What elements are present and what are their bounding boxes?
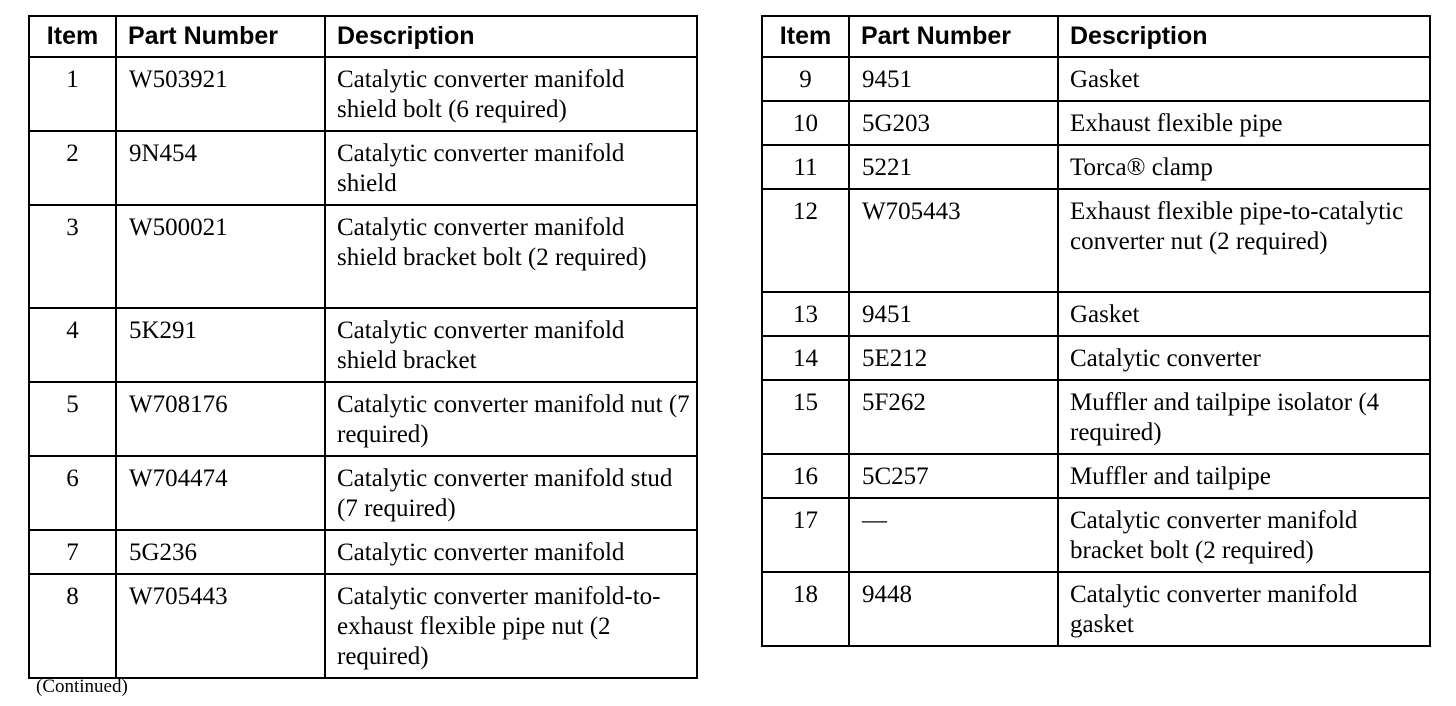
- cell-description: Gasket: [1058, 57, 1430, 101]
- cell-description: Catalytic converter manifold bracket bolt (2 required): [1058, 498, 1430, 572]
- cell-description: Catalytic converter manifold shield bracket bolt (2 required): [325, 205, 697, 308]
- cell-item: 14: [762, 336, 849, 380]
- cell-part-number: 5E212: [849, 336, 1058, 380]
- table-row: [762, 336, 1430, 380]
- cell-item: 6: [29, 456, 116, 530]
- cell-item: 17: [762, 498, 849, 572]
- cell-description: Exhaust flexible pipe: [1058, 101, 1430, 145]
- cell-description: Catalytic converter manifold shield bolt (6 required): [325, 57, 697, 131]
- cell-part-number: 5G203: [849, 101, 1058, 145]
- table-row: [762, 292, 1430, 336]
- cell-item: 12: [762, 189, 849, 292]
- table-row: [29, 131, 697, 205]
- cell-description: Catalytic converter manifold stud (7 required): [325, 456, 697, 530]
- cell-description: Gasket: [1058, 292, 1430, 336]
- cell-item: 2: [29, 131, 116, 205]
- cell-part-number: 5221: [849, 145, 1058, 189]
- table-row: [762, 101, 1430, 145]
- cell-part-number: W708176: [116, 382, 325, 456]
- cell-part-number: 9N454: [116, 131, 325, 205]
- table-row: [29, 530, 697, 574]
- cell-description: Catalytic converter manifold gasket: [1058, 572, 1430, 646]
- table-row: [29, 308, 697, 382]
- header-part-number: Part Number: [849, 16, 1058, 57]
- header-item: Item: [762, 16, 849, 57]
- cell-item: 18: [762, 572, 849, 646]
- cell-item: 15: [762, 380, 849, 454]
- cell-description: Exhaust flexible pipe-to-catalytic converter nut (2 required): [1058, 189, 1430, 292]
- table-header-row: [762, 16, 1430, 57]
- cell-item: 11: [762, 145, 849, 189]
- table-row: [29, 456, 697, 530]
- cell-item: 3: [29, 205, 116, 308]
- table-header-row: [29, 16, 697, 57]
- cell-part-number: W500021: [116, 205, 325, 308]
- cell-description: Torca® clamp: [1058, 145, 1430, 189]
- cell-part-number: 5G236: [116, 530, 325, 574]
- cell-part-number: 9451: [849, 57, 1058, 101]
- table-row: [29, 57, 697, 131]
- cell-description: Catalytic converter manifold: [325, 530, 697, 574]
- cell-description: Catalytic converter manifold shield bracket: [325, 308, 697, 382]
- cell-item: 8: [29, 574, 116, 678]
- cell-item: 16: [762, 454, 849, 498]
- cell-part-number: 5F262: [849, 380, 1058, 454]
- cell-item: 7: [29, 530, 116, 574]
- parts-table-left: [28, 15, 698, 679]
- cell-description: Catalytic converter manifold-to-exhaust flexible pipe nut (2 required): [325, 574, 697, 678]
- cell-part-number: 9448: [849, 572, 1058, 646]
- cell-part-number: W705443: [116, 574, 325, 678]
- table-row: [29, 382, 697, 456]
- cell-item: 9: [762, 57, 849, 101]
- cell-part-number: W503921: [116, 57, 325, 131]
- cell-part-number: 5K291: [116, 308, 325, 382]
- table-row: [762, 380, 1430, 454]
- cell-part-number: 9451: [849, 292, 1058, 336]
- header-part-number: Part Number: [116, 16, 325, 57]
- table-row: [29, 574, 697, 678]
- cell-description: Catalytic converter: [1058, 336, 1430, 380]
- cell-item: 5: [29, 382, 116, 456]
- table-row: [762, 57, 1430, 101]
- header-item: Item: [29, 16, 116, 57]
- table-row: [762, 145, 1430, 189]
- parts-table-right: [761, 15, 1431, 647]
- cell-description: Muffler and tailpipe: [1058, 454, 1430, 498]
- cell-part-number: W704474: [116, 456, 325, 530]
- table-row: [762, 498, 1430, 572]
- continued-note: (Continued): [36, 676, 128, 697]
- cell-description: Catalytic converter manifold nut (7 required): [325, 382, 697, 456]
- header-description: Description: [325, 16, 697, 57]
- cell-part-number: 5C257: [849, 454, 1058, 498]
- table-row: [762, 454, 1430, 498]
- cell-item: 10: [762, 101, 849, 145]
- cell-description: Catalytic converter manifold shield: [325, 131, 697, 205]
- cell-item: 4: [29, 308, 116, 382]
- cell-part-number: —: [849, 498, 1058, 572]
- header-description: Description: [1058, 16, 1430, 57]
- table-row: [29, 205, 697, 308]
- cell-item: 1: [29, 57, 116, 131]
- table-row: [762, 189, 1430, 292]
- cell-description: Muffler and tailpipe isolator (4 required): [1058, 380, 1430, 454]
- table-row: [762, 572, 1430, 646]
- cell-part-number: W705443: [849, 189, 1058, 292]
- cell-item: 13: [762, 292, 849, 336]
